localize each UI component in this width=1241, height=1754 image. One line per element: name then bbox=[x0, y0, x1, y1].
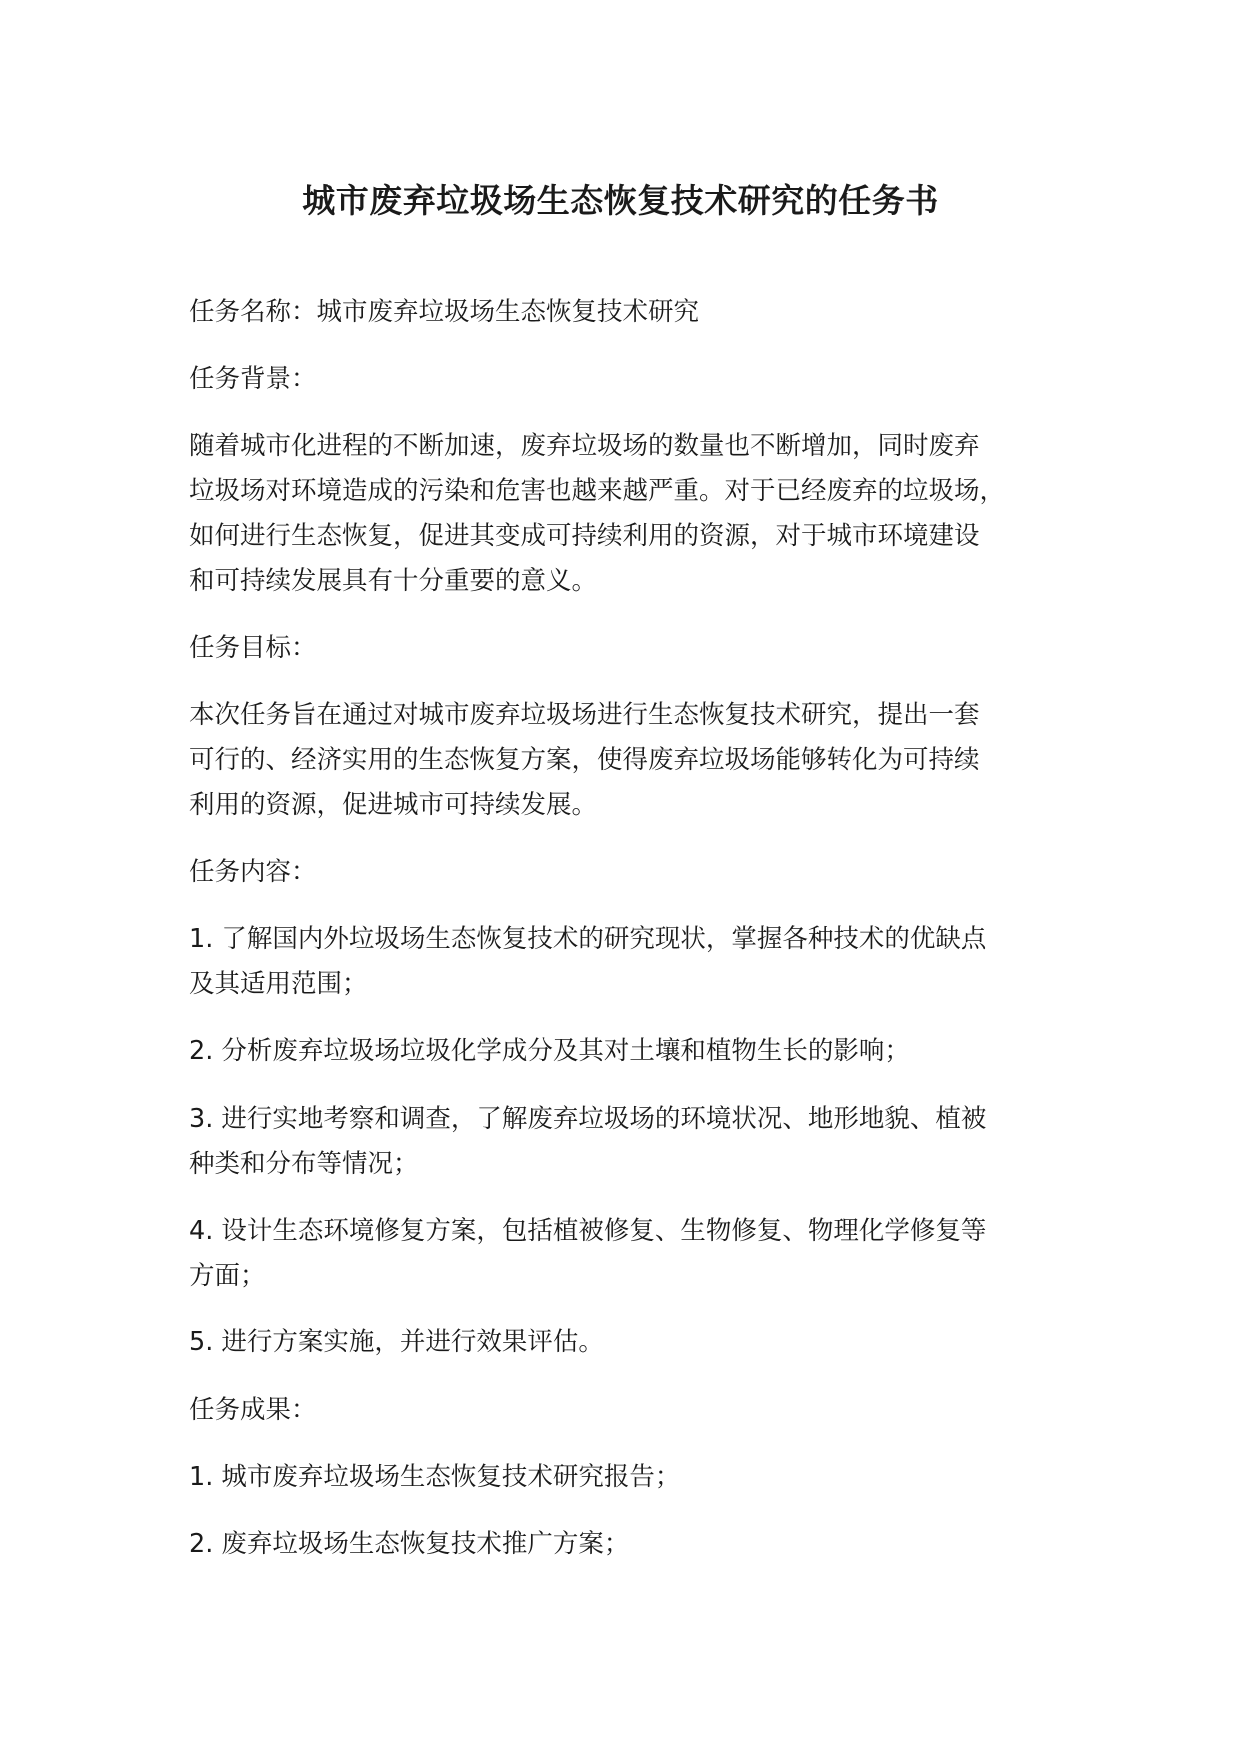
goal-line: 利用的资源，促进城市可持续发展。 bbox=[189, 790, 598, 820]
content-item-line: 2. 分析废弃垃圾场垃圾化学成分及其对土壤和植物生长的影响； bbox=[189, 1036, 910, 1066]
background-paragraph bbox=[189, 424, 1094, 604]
content-item-5 bbox=[189, 1320, 1094, 1365]
content-item-2 bbox=[189, 1029, 1094, 1074]
goal-line: 本次任务旨在通过对城市废弃垃圾场进行生态恢复技术研究，提出一套 bbox=[189, 700, 980, 730]
content-item-line: 4. 设计生态环境修复方案，包括植被修复、生物修复、物理化学修复等 bbox=[189, 1216, 987, 1246]
results-heading: 任务成果： bbox=[189, 1395, 317, 1425]
content-item-line: 及其适用范围； bbox=[189, 969, 368, 999]
content-heading: 任务内容： bbox=[189, 857, 317, 887]
results-item-2: 2. 废弃垃圾场生态恢复技术推广方案； bbox=[189, 1529, 630, 1559]
document-title: 城市废弃垃圾场生态恢复技术研究的任务书 bbox=[302, 181, 939, 220]
background-line: 随着城市化进程的不断加速，废弃垃圾场的数量也不断增加，同时废弃 bbox=[189, 431, 980, 461]
content-item-line: 方面； bbox=[189, 1261, 266, 1291]
content-item-line: 5. 进行方案实施，并进行效果评估。 bbox=[189, 1327, 604, 1357]
content-item-line: 种类和分布等情况； bbox=[189, 1149, 419, 1179]
results-item-1: 1. 城市废弃垃圾场生态恢复技术研究报告； bbox=[189, 1462, 681, 1492]
content-item-1 bbox=[189, 917, 1094, 1007]
background-heading: 任务背景： bbox=[189, 364, 317, 394]
goal-line: 可行的、经济实用的生态恢复方案，使得废弃垃圾场能够转化为可持续 bbox=[189, 745, 980, 775]
background-line: 垃圾场对环境造成的污染和危害也越来越严重。对于已经废弃的垃圾场， bbox=[189, 476, 1006, 506]
content-item-4 bbox=[189, 1209, 1094, 1299]
content-item-3 bbox=[189, 1097, 1094, 1187]
task-name: 任务名称：城市废弃垃圾场生态恢复技术研究 bbox=[189, 297, 700, 327]
content-item-line: 3. 进行实地考察和调查，了解废弃垃圾场的环境状况、地形地貌、植被 bbox=[189, 1104, 987, 1134]
background-line: 和可持续发展具有十分重要的意义。 bbox=[189, 566, 598, 596]
goal-paragraph bbox=[189, 693, 1094, 828]
content-item-line: 1. 了解国内外垃圾场生态恢复技术的研究现状，掌握各种技术的优缺点 bbox=[189, 924, 987, 954]
goal-heading: 任务目标： bbox=[189, 633, 317, 663]
background-line: 如何进行生态恢复，促进其变成可持续利用的资源，对于城市环境建设 bbox=[189, 521, 980, 551]
